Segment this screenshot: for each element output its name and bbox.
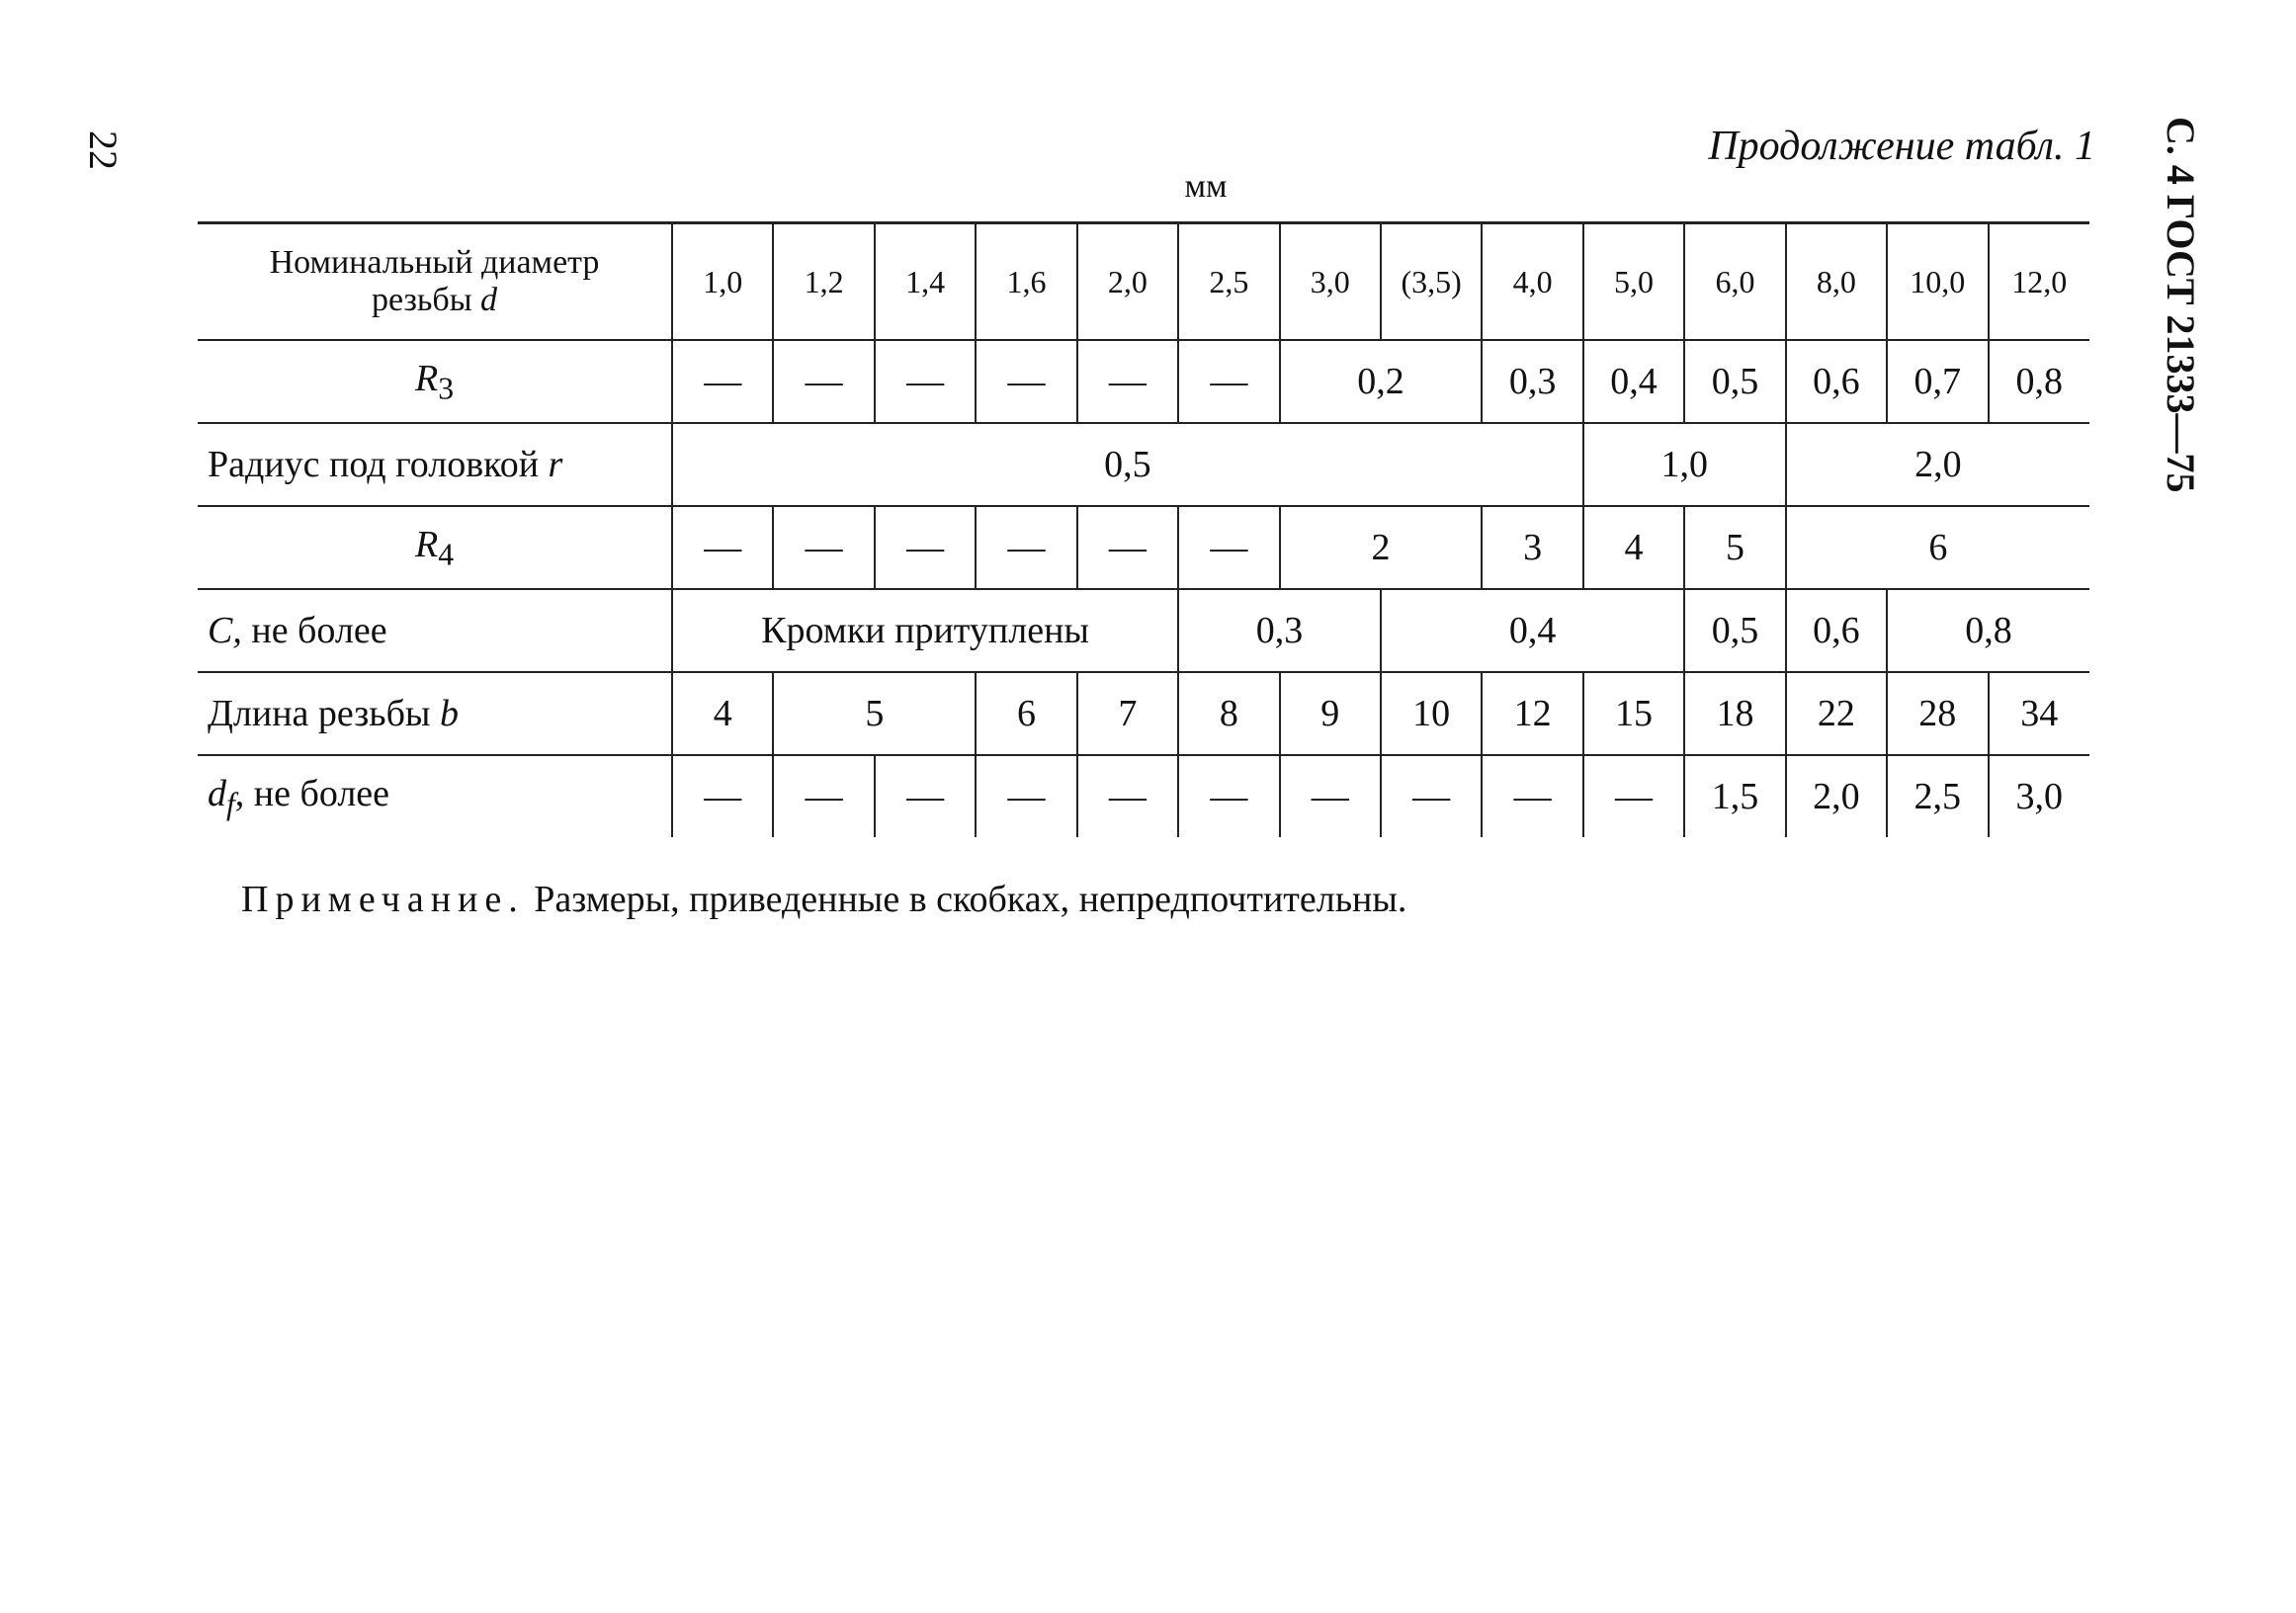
nominal-diameter-label bbox=[198, 223, 672, 341]
nominal-diameter-symbol: d bbox=[480, 282, 498, 318]
diameter-cell: (3,5) bbox=[1381, 223, 1482, 341]
df-cell: — bbox=[1178, 755, 1279, 837]
df-cell: — bbox=[1482, 755, 1582, 837]
continuation-title: Продолжение табл. 1 bbox=[1708, 124, 2095, 169]
nominal-diameter-label-line1: Номинальный диаметр bbox=[269, 244, 600, 281]
r4-cell: — bbox=[976, 506, 1076, 589]
thread-length-label-text: Длина резьбы bbox=[208, 693, 431, 734]
r3-cell: — bbox=[976, 340, 1076, 423]
r3-cell: 0,3 bbox=[1482, 340, 1582, 423]
chamfer-symbol: С, bbox=[208, 610, 242, 651]
row-thread-length bbox=[198, 672, 2089, 755]
thread-length-cell: 12 bbox=[1482, 672, 1582, 755]
r3-cell: 0,7 bbox=[1887, 340, 1988, 423]
thread-length-cell: 22 bbox=[1786, 672, 1887, 755]
thread-length-cell: 34 bbox=[1989, 672, 2090, 755]
r4-cell: 5 bbox=[1684, 506, 1785, 589]
r4-cell: — bbox=[1077, 506, 1178, 589]
diameter-cell: 3,0 bbox=[1280, 223, 1381, 341]
thread-length-cell: 9 bbox=[1280, 672, 1381, 755]
chamfer-cell: 0,3 bbox=[1178, 589, 1381, 672]
note-lead: Примечание. bbox=[241, 879, 525, 920]
diameter-cell: 8,0 bbox=[1786, 223, 1887, 341]
diameter-cell: 12,0 bbox=[1989, 223, 2090, 341]
chamfer-cell: 0,8 bbox=[1887, 589, 2089, 672]
thread-length-cell: 8 bbox=[1178, 672, 1279, 755]
spec-table bbox=[198, 221, 2089, 837]
r3-cell: — bbox=[773, 340, 874, 423]
thread-length-cell: 7 bbox=[1077, 672, 1178, 755]
side-header: С. 4 ГОСТ 21333—75 bbox=[2159, 117, 2203, 493]
note-text: Размеры, приведенные в скобках, непредпочтительны. bbox=[524, 879, 1407, 920]
df-symbol: d bbox=[208, 772, 226, 814]
r4-symbol: R bbox=[414, 523, 439, 565]
row-chamfer bbox=[198, 589, 2089, 672]
r3-label bbox=[198, 340, 672, 423]
thread-length-cell: 18 bbox=[1684, 672, 1785, 755]
chamfer-label bbox=[198, 589, 672, 672]
r3-cell: 0,6 bbox=[1786, 340, 1887, 423]
r4-subscript: 4 bbox=[438, 537, 455, 572]
diameter-cell: 2,5 bbox=[1178, 223, 1279, 341]
radius-label bbox=[198, 423, 672, 506]
diameter-cell: 2,0 bbox=[1077, 223, 1178, 341]
r4-cell: 6 bbox=[1786, 506, 2089, 589]
r4-cell: — bbox=[875, 506, 976, 589]
chamfer-label-text: не более bbox=[251, 610, 387, 651]
row-df bbox=[198, 755, 2089, 837]
df-cell: — bbox=[1077, 755, 1178, 837]
radius-symbol: r bbox=[548, 444, 563, 485]
r3-cell: — bbox=[875, 340, 976, 423]
df-cell: — bbox=[773, 755, 874, 837]
r3-cell: 0,2 bbox=[1280, 340, 1483, 423]
thread-length-label bbox=[198, 672, 672, 755]
r4-cell: — bbox=[773, 506, 874, 589]
r3-cell: — bbox=[1178, 340, 1279, 423]
diameter-cell: 1,4 bbox=[875, 223, 976, 341]
df-cell: 3,0 bbox=[1989, 755, 2090, 837]
chamfer-cell: Кромки притуплены bbox=[672, 589, 1178, 672]
thread-length-cell: 10 bbox=[1381, 672, 1482, 755]
table-note bbox=[241, 878, 1406, 921]
df-label bbox=[198, 755, 672, 837]
row-radius bbox=[198, 423, 2089, 506]
thread-length-cell: 4 bbox=[672, 672, 773, 755]
r3-symbol: R bbox=[414, 357, 439, 399]
r4-label bbox=[198, 506, 672, 589]
radius-label-text: Радиус под головкой bbox=[208, 444, 540, 485]
thread-length-cell: 5 bbox=[773, 672, 976, 755]
nominal-diameter-label-line2: резьбы bbox=[371, 282, 472, 318]
diameter-cell: 5,0 bbox=[1583, 223, 1684, 341]
df-cell: — bbox=[875, 755, 976, 837]
row-nominal-diameter bbox=[198, 223, 2089, 341]
thread-length-cell: 15 bbox=[1583, 672, 1684, 755]
df-cell: 2,5 bbox=[1887, 755, 1988, 837]
units-label: мм bbox=[1184, 168, 1228, 205]
chamfer-cell: 0,6 bbox=[1786, 589, 1887, 672]
df-cell: 1,5 bbox=[1684, 755, 1785, 837]
page-number: 22 bbox=[81, 130, 126, 170]
r3-cell: 0,5 bbox=[1684, 340, 1785, 423]
row-r3 bbox=[198, 340, 2089, 423]
r3-cell: 0,8 bbox=[1989, 340, 2090, 423]
df-subscript: f bbox=[226, 786, 235, 821]
diameter-cell: 6,0 bbox=[1684, 223, 1785, 341]
radius-cell: 0,5 bbox=[672, 423, 1583, 506]
r4-cell: 3 bbox=[1482, 506, 1582, 589]
r3-cell: — bbox=[1077, 340, 1178, 423]
chamfer-cell: 0,5 bbox=[1684, 589, 1785, 672]
df-cell: 2,0 bbox=[1786, 755, 1887, 837]
radius-cell: 1,0 bbox=[1583, 423, 1786, 506]
r3-cell: 0,4 bbox=[1583, 340, 1684, 423]
thread-length-cell: 28 bbox=[1887, 672, 1988, 755]
df-cell: — bbox=[672, 755, 773, 837]
diameter-cell: 10,0 bbox=[1887, 223, 1988, 341]
r4-cell: 4 bbox=[1583, 506, 1684, 589]
r3-subscript: 3 bbox=[438, 371, 455, 406]
thread-length-cell: 6 bbox=[976, 672, 1076, 755]
r4-cell: 2 bbox=[1280, 506, 1483, 589]
row-r4 bbox=[198, 506, 2089, 589]
df-cell: — bbox=[1583, 755, 1684, 837]
df-cell: — bbox=[1280, 755, 1381, 837]
diameter-cell: 1,2 bbox=[773, 223, 874, 341]
r4-cell: — bbox=[1178, 506, 1279, 589]
df-cell: — bbox=[976, 755, 1076, 837]
diameter-cell: 1,6 bbox=[976, 223, 1076, 341]
r4-cell: — bbox=[672, 506, 773, 589]
thread-length-symbol: b bbox=[439, 693, 459, 734]
diameter-cell: 4,0 bbox=[1482, 223, 1582, 341]
radius-cell: 2,0 bbox=[1786, 423, 2089, 506]
r3-cell: — bbox=[672, 340, 773, 423]
diameter-cell: 1,0 bbox=[672, 223, 773, 341]
df-label-text: , не более bbox=[234, 772, 390, 814]
chamfer-cell: 0,4 bbox=[1381, 589, 1684, 672]
df-cell: — bbox=[1381, 755, 1482, 837]
